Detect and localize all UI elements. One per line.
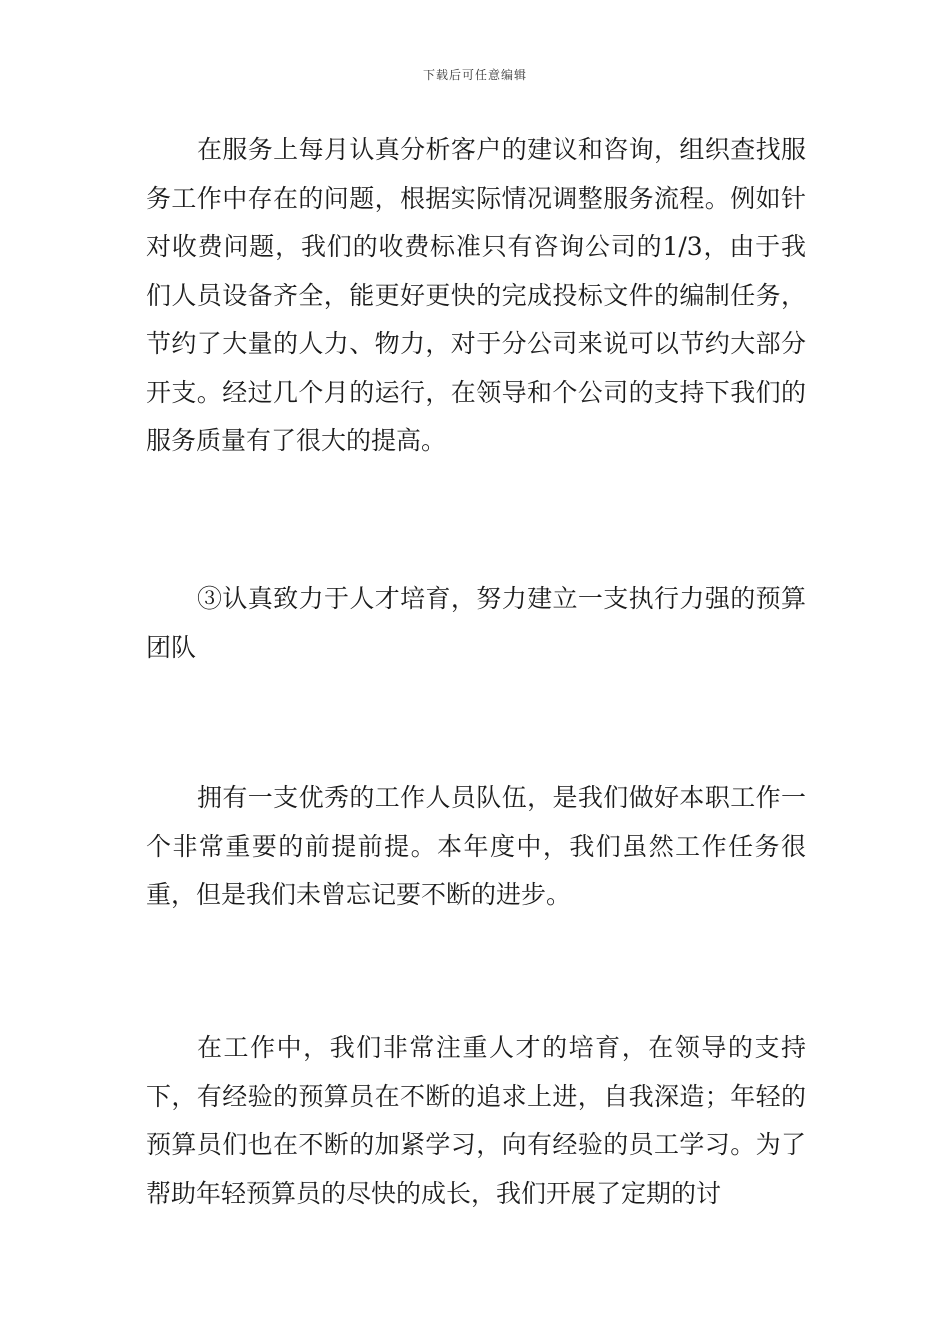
header-note: 下载后可任意编辑 bbox=[422, 68, 527, 82]
paragraph-service-improvement: 在服务上每月认真分析客户的建议和咨询，组织查找服务工作中存在的问题，根据实际情况调整服务流程。例如针对收费问题，我们的收费标准只有咨询公司的1/3，由于我们人员设备齐全，能更好更快的完成投标文件的编制任务，节约了大量的人力、物力，对于分公司来说可以节约大部分开支。经过几个月的运行，在领导和个公司的支持下我们的服务质量有了很大的提高。 bbox=[146, 135, 806, 455]
paragraph-team-quality: 拥有一支优秀的工作人员队伍，是我们做好本职工作一个非常重要的前提前提。本年度中，我们虽然工作任务很重，但是我们未曾忘记要不断的进步。 bbox=[146, 783, 806, 909]
paragraph-talent-training: 在工作中，我们非常注重人才的培育，在领导的支持下，有经验的预算员在不断的追求上进，自我深造；年轻的预算员们也在不断的加紧学习，向有经验的员工学习。为了帮助年轻预算员的尽快的成长，我们开展了定期的讨 bbox=[146, 1033, 806, 1208]
section-heading-talent: ③认真致力于人才培育，努力建立一支执行力强的预算团队 bbox=[146, 584, 806, 662]
